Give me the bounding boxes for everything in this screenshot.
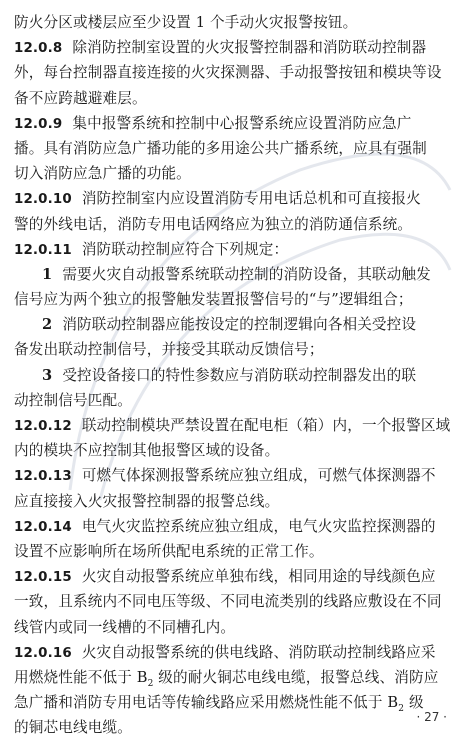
line-text: 可燃气体探测报警系统应独立组成，可燃气体探测器不 xyxy=(81,467,436,485)
line-text: 动控制信号匹配。 xyxy=(14,391,132,409)
text-line xyxy=(14,665,461,690)
clause-number: 12.0.8 xyxy=(14,41,63,57)
text-line xyxy=(14,640,461,665)
text-line xyxy=(14,514,461,539)
line-text: 火灾自动报警系统应单独布线，相同用途的导线颜色应 xyxy=(81,568,436,586)
line-text: 一致，且系统内不同电压等级、不同电流类别的线路应敷设在不同 xyxy=(14,593,442,611)
line-text-tail: 级 xyxy=(404,694,424,712)
line-text: 防火分区或楼层应至少设置 1 个手动火灾报警按钮。 xyxy=(14,14,358,31)
line-text: 急广播和消防专用电话等传输线路应采用燃烧性能不低于 B xyxy=(14,694,399,712)
text-line xyxy=(14,388,461,413)
text-line xyxy=(14,489,461,514)
line-text: 警的外线电话，消防专用电话网络应为独立的消防通信系统。 xyxy=(14,215,413,233)
line-text: 联动控制模块严禁设置在配电柜（箱）内，一个报警区域 xyxy=(81,417,451,434)
text-line xyxy=(14,690,461,715)
line-text: 内的模块不应控制其他报警区域的设备。 xyxy=(14,442,280,460)
line-text: 消防控制室内应设置消防专用电话总机和可直接报火 xyxy=(81,190,421,208)
text-line xyxy=(14,237,461,262)
item-number: 3 xyxy=(42,366,53,384)
item-number: 2 xyxy=(42,316,53,334)
text-line xyxy=(14,715,461,740)
line-text: 受控设备接口的特性参数应与消防联动控制器发出的联 xyxy=(62,366,417,384)
line-text: 消防联动控制器应能按设定的控制逻辑向各相关受控设 xyxy=(62,316,417,334)
item-number: 1 xyxy=(42,265,53,283)
text-line xyxy=(14,312,461,337)
text-line xyxy=(14,136,461,161)
line-text: 火灾自动报警系统的供电线路、消防联动控制线路应采 xyxy=(81,643,436,661)
text-line xyxy=(14,337,461,362)
line-text: 用燃烧性能不低于 B xyxy=(14,668,148,686)
text-line xyxy=(14,589,461,614)
line-text: 播。具有消防应急广播功能的多用途公共广播系统，应具有强制 xyxy=(14,139,427,157)
text-line xyxy=(14,186,461,211)
page-number: · 27 · xyxy=(416,710,447,724)
text-line xyxy=(14,161,461,186)
clause-number: 12.0.10 xyxy=(14,192,72,208)
line-text: 外，每台控制器直接连接的火灾探测器、手动报警按钮和模块等设 xyxy=(14,64,442,82)
text-line xyxy=(14,60,461,85)
subscript: 2 xyxy=(398,703,405,714)
clause-number: 12.0.15 xyxy=(14,570,72,586)
text-line xyxy=(14,615,461,640)
line-text: 设置不应影响所在场所供配电系统的正常工作。 xyxy=(14,542,324,560)
line-text: 的铜芯电线电缆。 xyxy=(14,719,132,737)
line-text: 应直接接入火灾报警控制器的报警总线。 xyxy=(14,492,280,510)
clause-number: 12.0.9 xyxy=(14,116,63,132)
text-line xyxy=(14,287,461,312)
text-line xyxy=(14,212,461,237)
line-text: 备不应跨越避难层。 xyxy=(14,89,147,107)
clause-number: 12.0.16 xyxy=(14,645,72,661)
line-text: 除消防控制室设置的火灾报警控制器和消防联动控制器 xyxy=(72,39,427,57)
text-line xyxy=(14,35,461,60)
line-text: 备发出联动控制信号，并接受其联动反馈信号； xyxy=(14,341,324,359)
line-text-tail: 级的耐火铜芯电线电缆，报警总线、消防应 xyxy=(153,668,439,686)
text-line xyxy=(14,438,461,463)
text-line xyxy=(14,10,461,35)
clause-number: 12.0.11 xyxy=(14,242,72,258)
text-line xyxy=(14,413,461,438)
text-line xyxy=(14,463,461,488)
clause-number: 12.0.12 xyxy=(14,419,72,434)
document-body xyxy=(14,10,461,740)
text-line xyxy=(14,262,461,287)
text-line xyxy=(14,86,461,111)
line-text: 信号应为两个独立的报警触发装置报警信号的“与”逻辑组合； xyxy=(14,291,413,309)
line-text: 切入消防应急广播的功能。 xyxy=(14,165,191,183)
line-text: 需要火灾自动报警系统联动控制的消防设备，其联动触发 xyxy=(62,265,431,283)
line-text: 电气火灾监控系统应独立组成，电气火灾监控探测器的 xyxy=(81,517,436,535)
line-text: 集中报警系统和控制中心报警系统应设置消防应急广 xyxy=(72,114,412,132)
text-line xyxy=(14,363,461,388)
clause-number: 12.0.13 xyxy=(14,469,72,485)
line-text: 消防联动控制应符合下列规定： xyxy=(81,240,289,258)
line-text: 线管内或同一线槽的不同槽孔内。 xyxy=(14,618,236,636)
text-line xyxy=(14,564,461,589)
text-line xyxy=(14,111,461,136)
subscript: 2 xyxy=(147,678,154,689)
text-line xyxy=(14,539,461,564)
clause-number: 12.0.14 xyxy=(14,519,72,535)
